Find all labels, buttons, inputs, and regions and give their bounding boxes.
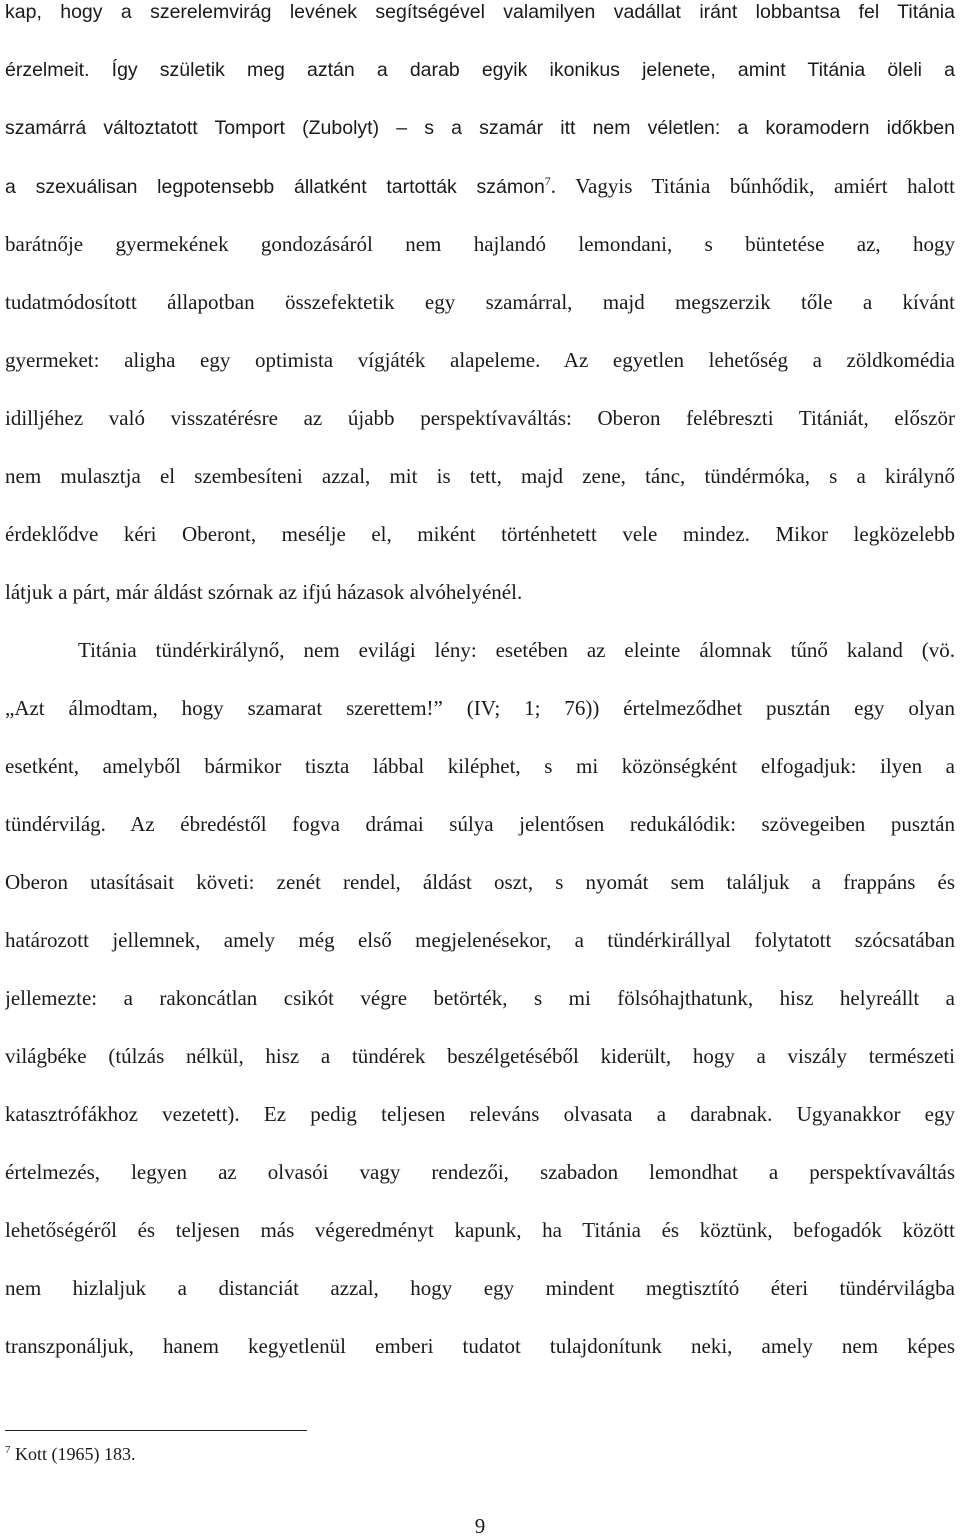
text-line-22: lehetőségéről és teljesen más végeredményt kapunk, ha Titánia és köztünk, befogadók között bbox=[5, 1218, 955, 1242]
text-line-18: jellemezte: a rakoncátlan csikót végre betörték, s mi fölsóhajthatunk, hisz helyreállt a bbox=[5, 986, 955, 1010]
text-line-4 bbox=[5, 174, 955, 199]
text-line-15: tündérvilág. Az ébredéstől fogva drámai súlya jelentősen redukálódik: szövegeiben pusztán bbox=[5, 812, 955, 836]
text-line-11: látjuk a párt, már áldást szórnak az ifjú házasok alvóhelyénél. bbox=[5, 580, 523, 604]
text-line-10: érdeklődve kéri Oberont, mesélje el, miként történhetett vele mindez. Mikor legközelebb bbox=[5, 522, 955, 546]
text-line-4-sans-part: a szexuálisan legpotensebb állatként tartották számon bbox=[5, 176, 545, 198]
text-line-4-serif-part: . Vagyis Titánia bűnhődik, amiért halott bbox=[550, 174, 955, 198]
text-line-12-paragraph-start: Titánia tündérkirálynő, nem evilági lény: esetében az eleinte álomnak tűnő kaland (vö. bbox=[78, 638, 955, 662]
text-line-24: transzponáljuk, hanem kegyetlenül emberi tudatot tulajdonítunk neki, amely nem képes bbox=[5, 1334, 955, 1358]
text-line-14: esetként, amelyből bármikor tiszta lábbal kiléphet, s mi közönségként elfogadjuk: ilyen a bbox=[5, 754, 955, 778]
text-line-1: kap, hogy a szerelemvirág levének segítségével valamilyen vadállat iránt lobbantsa fel Titánia bbox=[5, 1, 955, 23]
text-line-5: barátnője gyermekének gondozásáról nem hajlandó lemondani, s büntetése az, hogy bbox=[5, 232, 955, 256]
text-line-2: érzelmeit. Így születik meg aztán a darab egyik ikonikus jelenete, amint Titánia öleli a bbox=[5, 59, 955, 81]
text-line-17: határozott jellemnek, amely még első megjelenésekor, a tündérkirállyal folytatott szócsatában bbox=[5, 928, 955, 952]
text-line-8: idilljéhez való visszatérésre az újabb perspektívaváltás: Oberon felébreszti Titániát, először bbox=[5, 406, 955, 430]
text-line-13: „Azt álmodtam, hogy szamarat szerettem!” (IV; 1; 76)) értelmeződhet pusztán egy olyan bbox=[5, 696, 955, 720]
text-line-6: tudatmódosított állapotban összefektetik egy szamárral, majd megszerzik tőle a kívánt bbox=[5, 290, 955, 314]
text-line-3: szamárrá változtatott Tomport (Zubolyt) – s a szamár itt nem véletlen: a koramodern időkben bbox=[5, 117, 955, 139]
text-line-9: nem mulasztja el szembesíteni azzal, mit is tett, majd zene, tánc, tündérmóka, s a királynő bbox=[5, 464, 955, 488]
text-line-20: katasztrófákhoz vezetett). Ez pedig teljesen releváns olvasata a darabnak. Ugyanakkor egy bbox=[5, 1102, 955, 1126]
text-line-7: gyermeket: aligha egy optimista vígjáték alapeleme. Az egyetlen lehetőség a zöldkomédia bbox=[5, 348, 955, 372]
footnote-number: 7 bbox=[5, 1444, 11, 1456]
footnote-separator bbox=[5, 1430, 307, 1431]
text-line-16: Oberon utasításait követi: zenét rendel, áldást oszt, s nyomát sem találjuk a frappáns és bbox=[5, 870, 955, 894]
text-line-21: értelmezés, legyen az olvasói vagy rendezői, szabadon lemondhat a perspektívaváltás bbox=[5, 1160, 955, 1184]
footnote-reference[interactable]: 7 bbox=[544, 174, 551, 188]
footnote-text: Kott (1965) 183. bbox=[10, 1444, 136, 1464]
page-number: 9 bbox=[474, 1514, 486, 1538]
footnote bbox=[5, 1443, 136, 1465]
text-line-23: nem hizlaljuk a distanciát azzal, hogy egy mindent megtisztító éteri tündérvilágba bbox=[5, 1276, 955, 1300]
text-line-19: világbéke (túlzás nélkül, hisz a tündérek beszélgetéséből kiderült, hogy a viszály természeti bbox=[5, 1044, 955, 1068]
